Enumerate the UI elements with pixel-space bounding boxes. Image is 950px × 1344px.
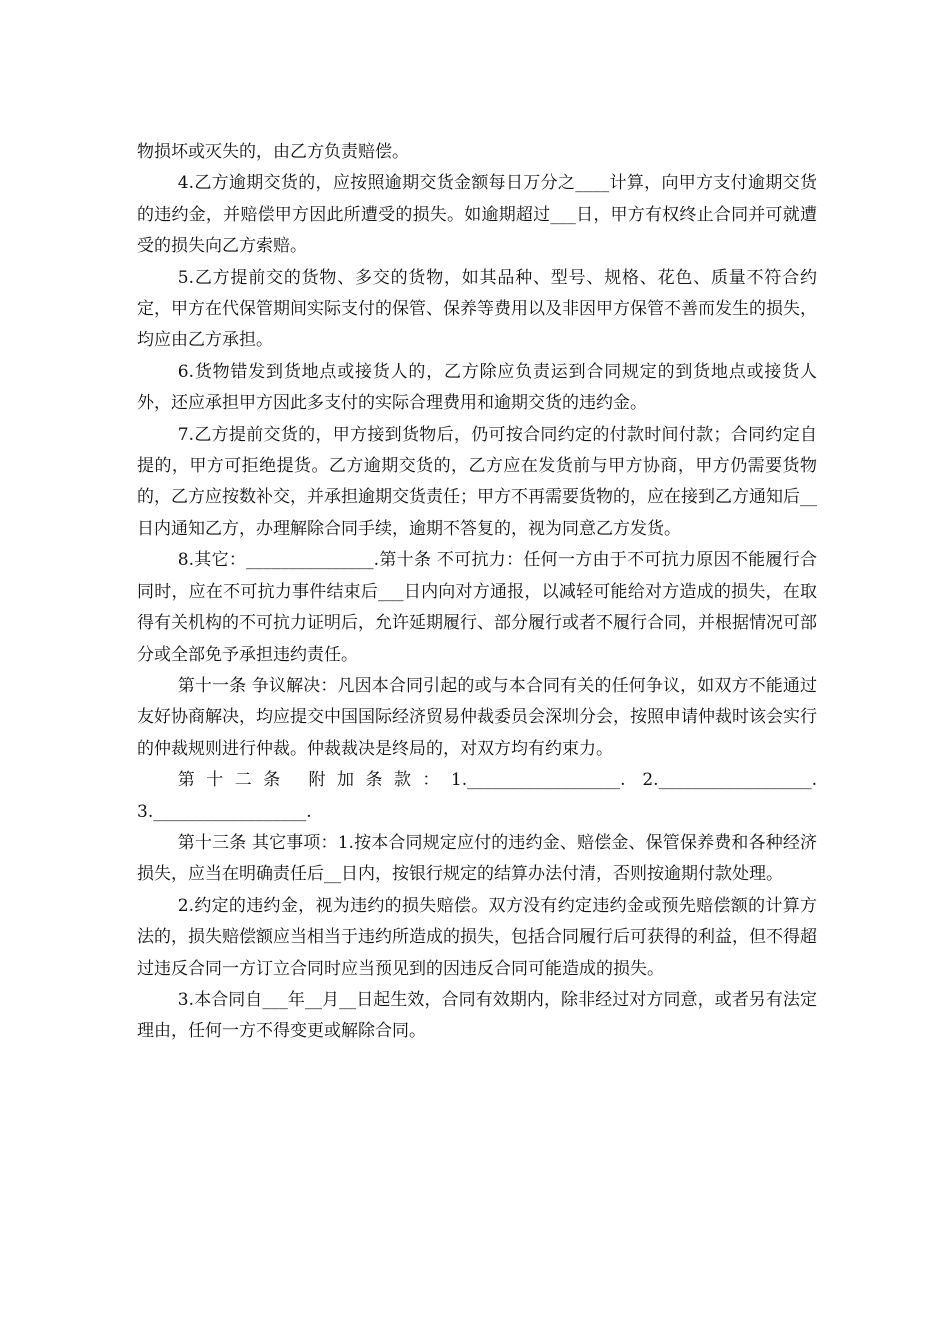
paragraph-item-5: 5.乙方提前交的货物、多交的货物，如其品种、型号、规格、花色、质量不符合约定，甲方在代保管期间实际支付的保管、保养等费用以及非因甲方保管不善而发生的损失，均应由乙方承担。 [137,267,817,351]
paragraph-continuation: 物损坏或灭失的，由乙方负责赔偿。 [137,142,409,162]
paragraph-article-13: 第十三条 其它事项：1.按本合同规定应付的违约金、赔偿金、保管保养费和各种经济损失，应当在明确责任后__日内，按银行规定的结算办法付清，否则按逾期付款处理。 [137,832,817,885]
paragraph-item-4: 4.乙方逾期交货的，应按照逾期交货金额每日万分之____计算，向甲方支付逾期交货的违约金，并赔偿甲方因此所遭受的损失。如逾期超过___日，甲方有权终止合同并可就遭受的损失向乙方索赔。 [137,173,817,257]
paragraph-item-6: 6.货物错发到货地点或接货人的，乙方除应负责运到合同规定的到货地点或接货人外，还应承担甲方因此多支付的实际合理费用和逾期交货的违约金。 [137,361,817,414]
paragraph-article-11: 第十一条 争议解决：凡因本合同引起的或与本合同有关的任何争议，如双方不能通过友好协商解决，均应提交中国国际经济贸易仲裁委员会深圳分会，按照申请仲裁时该会实行的仲裁规则进行仲裁。仲裁裁决是终局的，对双方均有约束力。 [137,675,817,759]
paragraph-article-13-item-2: 2.约定的违约金，视为违约的损失赔偿。双方没有约定违约金或预先赔偿额的计算方法的，损失赔偿额应当相当于违约所造成的损失，包括合同履行后可获得的利益，但不得超过违反合同一方订立合同时应当预见到的因违反合同可能造成的损失。 [137,895,817,979]
paragraph-item-7: 7.乙方提前交货的，甲方接到货物后，仍可按合同约定的付款时间付款；合同约定自提的，甲方可拒绝提货。乙方逾期交货的，乙方应在发货前与甲方协商，甲方仍需要货物的，乙方应按数补交，并承担逾期交货责任；甲方不再需要货物的，应在接到乙方通知后__日内通知乙方，办理解除合同手续，逾期不答复的，视为同意乙方发货。 [137,424,817,539]
paragraph-item-8-article-10: 8.其它：_______________.第十条 不可抗力：任何一方由于不可抗力原因不能履行合同时，应在不可抗力事件结束后___日内向对方通报，以减轻可能给对方造成的损失，在取得有关机构的不可抗力证明后，允许延期履行、部分履行或者不履行合同，并根据情况可部分或全部免予承担违约责任。 [137,550,817,665]
paragraph-article-12: 第十二条 附加条款：1.__________________. 2.__________________. 3.__________________. [137,770,817,822]
document-page [137,137,817,1048]
paragraph-article-13-item-3: 3.本合同自___年__月__日起生效，合同有效期内，除非经过对方同意，或者另有法定理由，任何一方不得变更或解除合同。 [137,989,817,1042]
